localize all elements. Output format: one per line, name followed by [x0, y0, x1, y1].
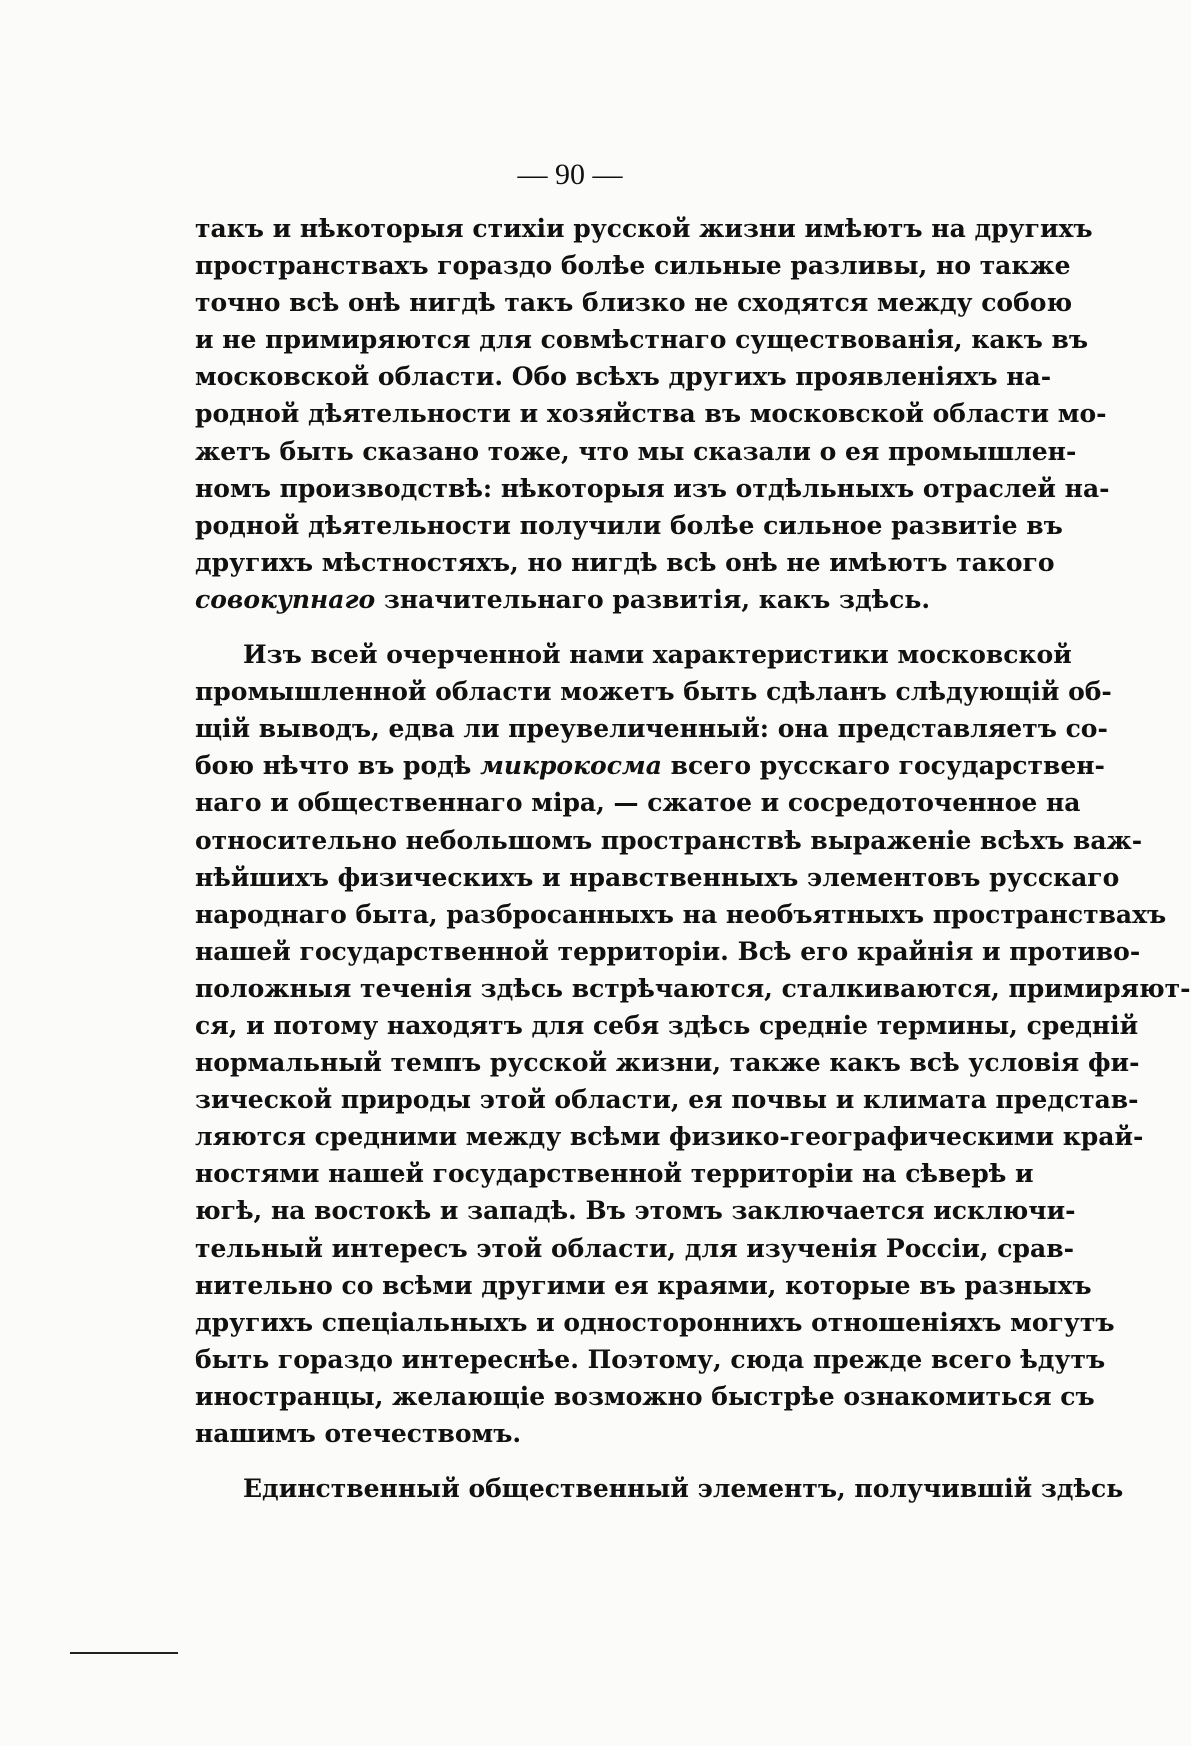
text-line: наго и общественнаго міра, — сжатое и сосредоточенное на	[195, 788, 1081, 818]
italic-phrase: микрокосма	[480, 751, 662, 781]
page-number: — 90 —	[517, 158, 623, 191]
text-line: щій выводъ, едва ли преувеличенный: она представляетъ со-	[195, 714, 1108, 744]
text-line: ляются средними между всѣми физико-географическими край-	[195, 1122, 1144, 1152]
text-line	[195, 581, 965, 618]
text-line: положныя теченія здѣсь встрѣчаются, сталкиваются, примиряют-	[195, 973, 1191, 1003]
text-line: ностями нашей государственной территоріи на сѣверѣ и	[195, 1159, 1034, 1189]
text-line: такъ и нѣкоторыя стихіи русской жизни имѣютъ на другихъ	[195, 214, 1093, 243]
text-fragment: значительнаго развитія, какъ здѣсь.	[375, 584, 931, 614]
text-line: пространствахъ гораздо болѣе сильные разливы, но также	[195, 251, 1071, 281]
text-line: Изъ всей очерченной нами характеристики московской	[243, 640, 1072, 670]
footnote-rule	[70, 1652, 178, 1654]
text-line: иностранцы, желающіе возможно быстрѣе ознакомиться съ	[195, 1381, 1095, 1411]
text-line: московской области. Обо всѣхъ другихъ проявленіяхъ на-	[195, 362, 1052, 392]
text-line: Единственный общественный элементъ, получившій здѣсь	[243, 1474, 1124, 1504]
text-line: ся, и потому находятъ для себя здѣсь средніе термины, средній	[195, 1010, 1139, 1040]
text-fragment: бою нѣчто въ родѣ	[195, 751, 481, 781]
italic-phrase: совокупнаго	[195, 584, 376, 614]
paragraph	[195, 1470, 1124, 1507]
text-fragment: всего русскаго государствен-	[661, 751, 1105, 781]
text-line: быть гораздо интереснѣе. Поэтому, сюда прежде всего ѣдутъ	[195, 1344, 1106, 1374]
text-line	[195, 747, 1105, 784]
paragraph	[195, 636, 1191, 1452]
text-line: другихъ спеціальныхъ и одностороннихъ отношеніяхъ могутъ	[195, 1307, 1115, 1337]
paragraph	[195, 210, 1110, 618]
text-line: относительно небольшомъ пространствѣ выраженіе всѣхъ важ-	[195, 825, 1143, 855]
text-line: нительно со всѣми другими ея краями, которые въ разныхъ	[195, 1270, 1092, 1300]
text-line: другихъ мѣстностяхъ, но нигдѣ всѣ онѣ не имѣютъ такого	[195, 547, 1055, 577]
text-line: нашимъ отечествомъ.	[195, 1419, 522, 1448]
text-line: номъ производствѣ: нѣкоторыя изъ отдѣльныхъ отраслей на-	[195, 473, 1110, 503]
text-line: точно всѣ онѣ нигдѣ такъ близко не сходятся между собою	[195, 288, 1073, 318]
text-line: югѣ, на востокѣ и западѣ. Въ этомъ заключается исключи-	[195, 1196, 1076, 1226]
text-line: нашей государственной территоріи. Всѣ его крайнія и противо-	[195, 936, 1141, 966]
text-line: нѣйшихъ физическихъ и нравственныхъ элементовъ русскаго	[195, 862, 1120, 892]
text-line: народнаго быта, разбросанныхъ на необъятныхъ пространствахъ	[195, 899, 1167, 929]
body-text	[195, 210, 1191, 1507]
text-line: тельный интересъ этой области, для изученія Россіи, срав-	[195, 1233, 1074, 1263]
text-line: родной дѣятельности получили болѣе сильное развитіе въ	[195, 510, 1063, 540]
text-line: нормальный темпъ русской жизни, также какъ всѣ условія фи-	[195, 1048, 1140, 1078]
text-line: жетъ быть сказано тоже, что мы сказали о ея промышлен-	[195, 436, 1077, 466]
text-line: промышленной области можетъ быть сдѣланъ слѣдующій об-	[195, 677, 1112, 707]
text-line: и не примиряются для совмѣстнаго существованія, какъ въ	[195, 325, 1089, 355]
text-line: родной дѣятельности и хозяйства въ московской области мо-	[195, 399, 1107, 429]
text-line: зической природы этой области, ея почвы и климата представ-	[195, 1085, 1139, 1115]
